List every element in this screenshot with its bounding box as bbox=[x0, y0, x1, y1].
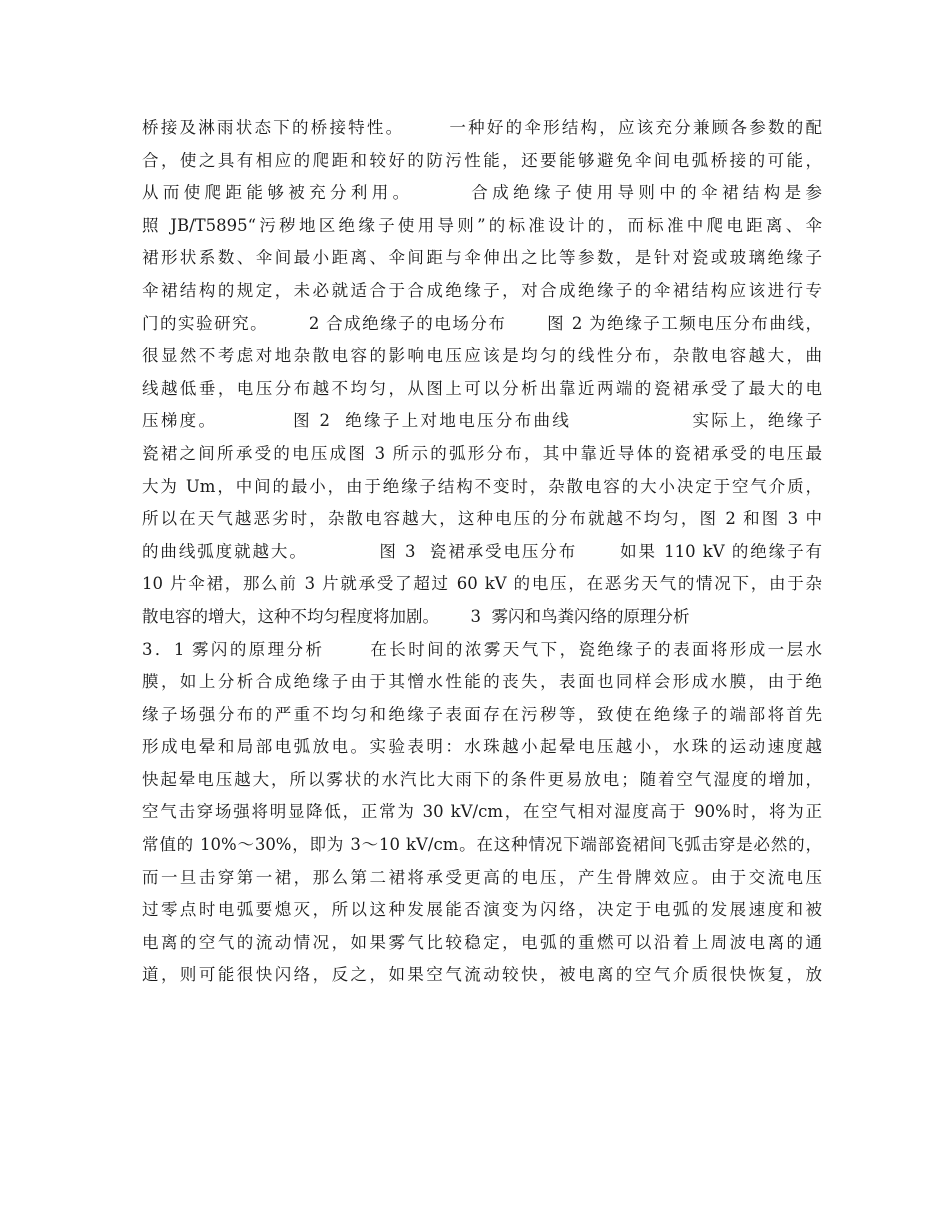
text-line: 常值的 10%～30%，即为 3～10 kV/cm。在这种情况下端部瓷裙间飞弧击穿是必然的， bbox=[142, 835, 822, 855]
text-line: 缘子场强分布的严重不均匀和绝缘子表面存在污秽等，致使在绝缘子的端部将首先 bbox=[142, 704, 822, 724]
text-line: 所以在天气越恶劣时，杂散电容越大，这种电压的分布就越不均匀，图 2 和图 3 中 bbox=[142, 509, 822, 529]
text-line: 压梯度。 图 2 绝缘子上对地电压分布曲线 实际上，绝缘子 bbox=[142, 411, 822, 431]
text-line: 电离的空气的流动情况，如果雾气比较稳定，电弧的重燃可以沿着上周波电离的通 bbox=[142, 932, 822, 952]
text-line: 10 片伞裙，那么前 3 片就承受了超过 60 kV 的电压，在恶劣天气的情况下，由于杂 bbox=[142, 574, 822, 594]
text-line: 合，使之具有相应的爬距和较好的防污性能，还要能够避免伞间电弧桥接的可能， bbox=[142, 150, 822, 170]
body-text bbox=[142, 112, 822, 992]
text-line: 瓷裙之间所承受的电压成图 3 所示的弧形分布，其中靠近导体的瓷裙承受的电压最 bbox=[142, 443, 822, 463]
text-line: 从而使爬距能够被充分利用。 合成绝缘子使用导则中的伞裙结构是参 bbox=[142, 183, 822, 203]
text-line: 空气击穿场强将明显降低，正常为 30 kV/cm，在空气相对湿度高于 90%时，将为正 bbox=[142, 802, 822, 822]
text-line: 裙形状系数、伞间最小距离、伞间距与伞伸出之比等参数，是针对瓷或玻璃绝缘子 bbox=[142, 248, 822, 268]
text-line: 3．1 雾闪的原理分析 在长时间的浓雾天气下，瓷绝缘子的表面将形成一层水 bbox=[142, 639, 822, 659]
text-line: 的曲线弧度就越大。 图 3 瓷裙承受电压分布 如果 110 kV 的绝缘子有 bbox=[142, 541, 822, 561]
text-line: 桥接及淋雨状态下的桥接特性。 一种好的伞形结构，应该充分兼顾各参数的配 bbox=[142, 118, 822, 137]
text-line: 快起晕电压越大，所以雾状的水汽比大雨下的条件更易放电；随着空气湿度的增加， bbox=[142, 769, 822, 789]
text-line: 线越低垂，电压分布越不均匀，从图上可以分析出靠近两端的瓷裙承受了最大的电 bbox=[142, 378, 822, 398]
text-line: 很显然不考虑对地杂散电容的影响电压应该是均匀的线性分布，杂散电容越大，曲 bbox=[142, 346, 822, 366]
text-line: 照 JB/T5895“污秽地区绝缘子使用导则”的标准设计的，而标准中爬电距离、伞 bbox=[142, 215, 822, 235]
text-line: 大为 Um，中间的最小，由于绝缘子结构不变时，杂散电容的大小决定于空气介质， bbox=[142, 476, 822, 496]
text-line: 而一旦击穿第一裙，那么第二裙将承受更高的电压，产生骨牌效应。由于交流电压 bbox=[142, 867, 822, 887]
text-line: 膜，如上分析合成绝缘子由于其憎水性能的丧失，表面也同样会形成水膜，由于绝 bbox=[142, 672, 822, 692]
text-line: 伞裙结构的规定，未必就适合于合成绝缘子，对合成绝缘子的伞裙结构应该进行专 bbox=[142, 280, 822, 300]
text-line: 道，则可能很快闪络，反之，如果空气流动较快，被电离的空气介质很快恢复，放 bbox=[142, 965, 822, 985]
text-line: 散电容的增大，这种不均匀程度将加剧。 3 雾闪和鸟粪闪络的原理分析 bbox=[142, 606, 690, 626]
text-line: 形成电晕和局部电弧放电。实验表明：水珠越小起晕电压越小，水珠的运动速度越 bbox=[142, 737, 822, 757]
text-line: 过零点时电弧要熄灭，所以这种发展能否演变为闪络，决定于电弧的发展速度和被 bbox=[142, 900, 822, 920]
text-line: 门的实验研究。 2 合成绝缘子的电场分布 图 2 为绝缘子工频电压分布曲线， bbox=[142, 313, 822, 333]
